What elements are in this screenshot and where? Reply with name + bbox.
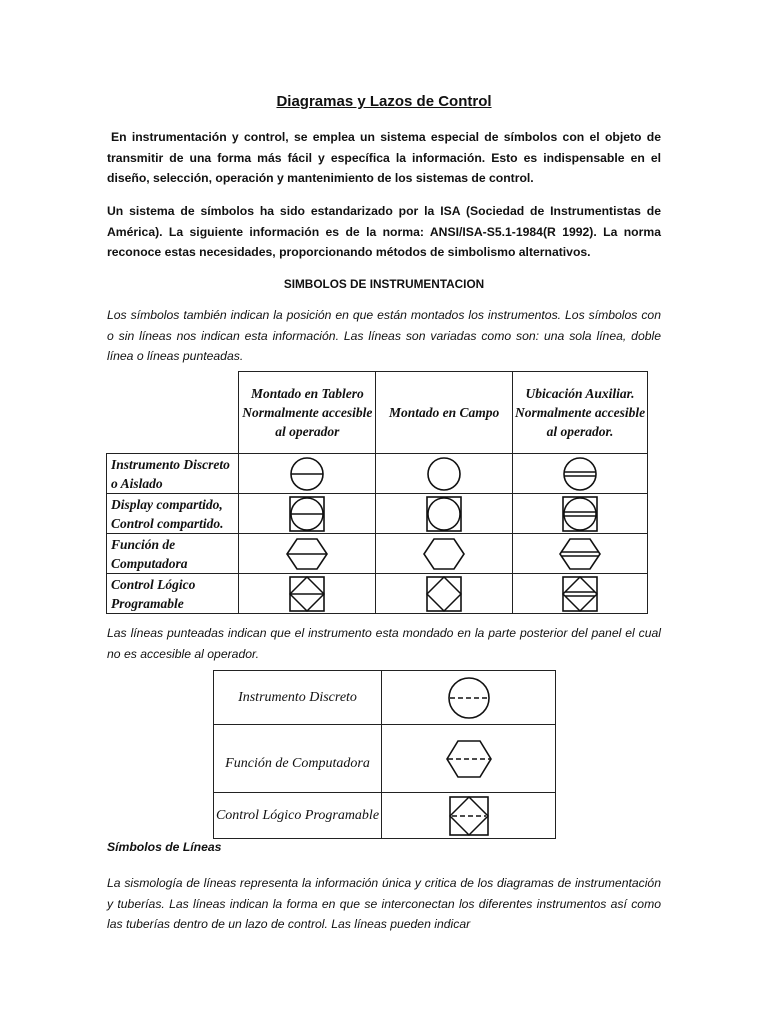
symbol-cell — [376, 534, 513, 574]
square-diamond-single-line-icon — [287, 576, 327, 612]
symbol-cell — [239, 534, 376, 574]
hexagon-icon — [422, 537, 466, 571]
lines-body-paragraph: La sismología de líneas representa la información única y critica de los diagramas de instrumentación y tuberías. Las líneas indican la forma en que se interconectan los diferentes instrumentos así como las tuberías dentro de un lazo de control. Las líneas pueden indicar — [107, 876, 661, 931]
row-label: Control Lógico Programable — [107, 574, 239, 614]
square-diamond-double-line-icon — [560, 576, 600, 612]
header-field-mounted: Montado en Campo — [376, 372, 513, 454]
lines-heading: Símbolos de Líneas — [107, 840, 222, 854]
header-auxiliary-location: Ubicación Auxiliar. Normalmente accesible al operador. — [513, 372, 648, 454]
symbol-cell — [239, 494, 376, 534]
page-title: Diagramas y Lazos de Control — [276, 93, 492, 110]
symbol-cell — [382, 793, 556, 839]
symbol-cell — [239, 574, 376, 614]
symbol-cell — [376, 494, 513, 534]
row-label: Instrumento Discreto — [214, 671, 382, 725]
table-row — [107, 534, 648, 574]
table-row — [107, 454, 648, 494]
circle-dashed-line-icon — [446, 675, 492, 721]
symbol-cell — [382, 725, 556, 793]
square-circle-double-line-icon — [560, 496, 600, 532]
row-label: Display compartido, Control compartido. — [107, 494, 239, 534]
square-circle-single-line-icon — [287, 496, 327, 532]
row-label: Instrumento Discreto o Aislado — [107, 454, 239, 494]
intro-paragraph: En instrumentación y control, se emplea un sistema especial de símbolos con el objeto de transmitir de una forma más fácil y específica la información. Esto es indispensable en el diseño, selección, operación y mantenimiento de los sistemas de control. — [107, 130, 661, 185]
circle-double-line-icon — [560, 456, 600, 492]
symbol-cell — [376, 574, 513, 614]
hexagon-single-line-icon — [285, 537, 329, 571]
row-label: Control Lógico Programable — [214, 793, 382, 839]
square-circle-icon — [424, 496, 464, 532]
circle-single-line-icon — [287, 456, 327, 492]
symbol-cell — [513, 494, 648, 534]
symbol-cell — [382, 671, 556, 725]
symbol-cell — [376, 454, 513, 494]
instrument-symbols-table — [106, 371, 648, 614]
symbol-cell — [513, 454, 648, 494]
table-row — [214, 725, 556, 793]
row-label: Función de Computadora — [107, 534, 239, 574]
symbols-intro-paragraph: Los símbolos también indican la posición en que están montados los instrumentos. Los símbolos con o sin líneas nos indican esta información. Las líneas son variadas como son: una sola línea, doble línea o líneas punteadas. — [107, 308, 661, 363]
square-diamond-dashed-line-icon — [448, 795, 490, 837]
square-diamond-icon — [424, 576, 464, 612]
dashed-symbols-table — [213, 670, 556, 839]
hexagon-dashed-line-icon — [445, 739, 493, 779]
table-row — [214, 793, 556, 839]
symbol-cell — [513, 574, 648, 614]
table-header-row — [107, 372, 648, 454]
hexagon-double-line-icon — [558, 537, 602, 571]
isa-paragraph: Un sistema de símbolos ha sido estandarizado por la ISA (Sociedad de Instrumentistas de América). La siguiente información es de la norma: ANSI/ISA-S5.1-1984(R 1992). La norma reconoce estas necesidades, proporcionando métodos de simbolismo alternativos. — [107, 204, 661, 259]
symbol-cell — [513, 534, 648, 574]
circle-icon — [424, 456, 464, 492]
row-label: Función de Computadora — [214, 725, 382, 793]
header-panel-mounted: Montado en Tablero Normalmente accesible al operador — [239, 372, 376, 454]
dashed-note-paragraph: Las líneas punteadas indican que el instrumento esta mondado en la parte posterior del panel el cual no es accesible al operador. — [107, 626, 661, 661]
table-row — [214, 671, 556, 725]
section-heading: SIMBOLOS DE INSTRUMENTACION — [283, 277, 485, 291]
symbol-cell — [239, 454, 376, 494]
table-header-empty-cell — [107, 372, 239, 454]
table-row — [107, 574, 648, 614]
table-row — [107, 494, 648, 534]
